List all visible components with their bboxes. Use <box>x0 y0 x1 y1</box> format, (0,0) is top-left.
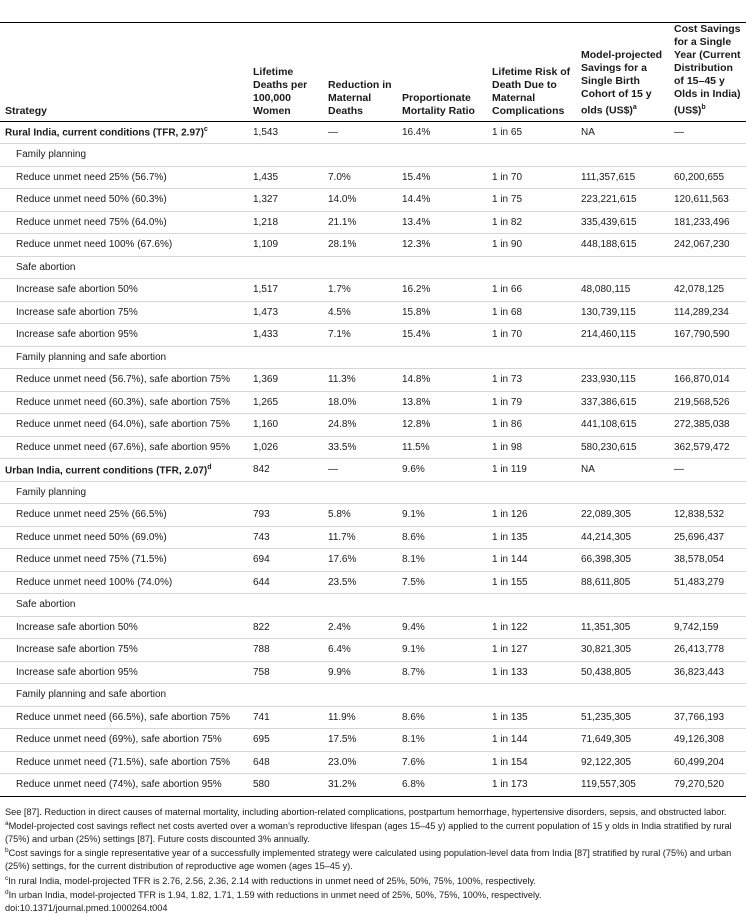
table-row <box>0 211 746 234</box>
value-cell: 79,270,520 <box>669 774 746 797</box>
value-cell: 1,026 <box>248 436 323 459</box>
value-cell: 842 <box>248 459 323 482</box>
value-cell: 9.1% <box>397 504 487 527</box>
table-subheader-row <box>0 346 746 369</box>
strategy-cell: Reduce unmet need (67.6%), safe abortion 95% <box>0 436 248 459</box>
strategy-cell: Reduce unmet need 25% (66.5%) <box>0 504 248 527</box>
value-cell: — <box>669 121 746 144</box>
value-cell: 448,188,615 <box>576 234 669 257</box>
value-cell: 13.4% <box>397 211 487 234</box>
value-cell: 88,611,805 <box>576 571 669 594</box>
value-cell: 1 in 127 <box>487 639 576 662</box>
value-cell: NA <box>576 121 669 144</box>
value-cell: 1 in 144 <box>487 729 576 752</box>
value-cell: 166,870,014 <box>669 369 746 392</box>
value-cell: 181,233,496 <box>669 211 746 234</box>
value-cell: 60,499,204 <box>669 751 746 774</box>
table-row <box>0 279 746 302</box>
value-cell: 14.4% <box>397 189 487 212</box>
footnote-marker: b <box>5 847 9 855</box>
value-cell: 743 <box>248 526 323 549</box>
value-cell: 15.4% <box>397 324 487 347</box>
header-lifetime-deaths: Lifetime Deaths per 100,000 Women <box>248 23 323 121</box>
value-cell: 120,611,563 <box>669 189 746 212</box>
value-cell: 167,790,590 <box>669 324 746 347</box>
value-cell: 1,517 <box>248 279 323 302</box>
strategy-cell: Reduce unmet need 100% (74.0%) <box>0 571 248 594</box>
value-cell: 1 in 79 <box>487 391 576 414</box>
footnote: $^c$In rural India, model-projected TFR is 2.76, 2.56, 2.36, 2.14 with reductions in unmet need of 25%, 50%, 75%, 100%, respectively. <box>5 874 536 886</box>
value-cell: 1,160 <box>248 414 323 437</box>
value-cell: 695 <box>248 729 323 752</box>
value-cell: 441,108,615 <box>576 414 669 437</box>
value-cell: 7.5% <box>397 571 487 594</box>
strategy-cell: Reduce unmet need (74%), safe abortion 95% <box>0 774 248 797</box>
subgroup-label: Family planning <box>0 144 746 167</box>
value-cell: 648 <box>248 751 323 774</box>
value-cell: 71,649,305 <box>576 729 669 752</box>
value-cell: 92,122,305 <box>576 751 669 774</box>
value-cell: 337,386,615 <box>576 391 669 414</box>
value-cell: 119,557,305 <box>576 774 669 797</box>
strategy-cell: Increase safe abortion 50% <box>0 279 248 302</box>
strategy-cell: Increase safe abortion 95% <box>0 661 248 684</box>
value-cell: 1.7% <box>323 279 397 302</box>
value-cell: 1,218 <box>248 211 323 234</box>
value-cell: 1 in 119 <box>487 459 576 482</box>
value-cell: 28.1% <box>323 234 397 257</box>
strategy-cell: Reduce unmet need (71.5%), safe abortion 75% <box>0 751 248 774</box>
table-row <box>0 391 746 414</box>
section-label: Rural India, current conditions (TFR, 2.97)$^c$ <box>0 121 248 144</box>
value-cell: 9.6% <box>397 459 487 482</box>
value-cell: 214,460,115 <box>576 324 669 347</box>
value-cell: 1 in 144 <box>487 549 576 572</box>
top-rule <box>0 0 746 23</box>
value-cell: 21.1% <box>323 211 397 234</box>
value-cell: 788 <box>248 639 323 662</box>
header-reduction-deaths: Reduction in Maternal Deaths <box>323 23 397 121</box>
value-cell: 1 in 155 <box>487 571 576 594</box>
table-section-row <box>0 121 746 144</box>
value-cell: 9.4% <box>397 616 487 639</box>
strategy-cell: Increase safe abortion 75% <box>0 639 248 662</box>
table-row <box>0 661 746 684</box>
value-cell: 1 in 154 <box>487 751 576 774</box>
table-row <box>0 571 746 594</box>
value-cell: 8.1% <box>397 729 487 752</box>
footnote-marker: d <box>207 463 212 471</box>
value-cell: 12.8% <box>397 414 487 437</box>
table-footnotes <box>0 797 746 915</box>
value-cell: 17.5% <box>323 729 397 752</box>
value-cell: 11.5% <box>397 436 487 459</box>
header-proportionate-mortality: Proportionate Mortality Ratio <box>397 23 487 121</box>
value-cell: 11.7% <box>323 526 397 549</box>
value-cell: 130,739,115 <box>576 301 669 324</box>
footnote-marker: c <box>5 874 9 882</box>
table-row <box>0 324 746 347</box>
value-cell: 16.2% <box>397 279 487 302</box>
table-row <box>0 414 746 437</box>
maternal-mortality-table <box>0 23 746 797</box>
value-cell: 11.9% <box>323 706 397 729</box>
footnote: See [87]. Reduction in direct causes of maternal mortality, including abortion-related complications, postpartum hemorrhage, hypertensive disorders, sepsis, and obstructed labor. <box>5 806 727 817</box>
value-cell: 1 in 70 <box>487 324 576 347</box>
value-cell: 1 in 82 <box>487 211 576 234</box>
value-cell: 242,067,230 <box>669 234 746 257</box>
value-cell: 272,385,038 <box>669 414 746 437</box>
value-cell: 14.0% <box>323 189 397 212</box>
value-cell: 1 in 135 <box>487 706 576 729</box>
value-cell: 23.5% <box>323 571 397 594</box>
value-cell: 36,823,443 <box>669 661 746 684</box>
value-cell: 42,078,125 <box>669 279 746 302</box>
value-cell: 9,742,159 <box>669 616 746 639</box>
value-cell: 223,221,615 <box>576 189 669 212</box>
table-section-row <box>0 459 746 482</box>
value-cell: 33.5% <box>323 436 397 459</box>
value-cell: 11.3% <box>323 369 397 392</box>
value-cell: 4.5% <box>323 301 397 324</box>
value-cell: 18.0% <box>323 391 397 414</box>
strategy-cell: Reduce unmet need 100% (67.6%) <box>0 234 248 257</box>
value-cell: — <box>323 459 397 482</box>
value-cell: 1,433 <box>248 324 323 347</box>
value-cell: 1,327 <box>248 189 323 212</box>
value-cell: 1 in 65 <box>487 121 576 144</box>
strategy-cell: Reduce unmet need 50% (69.0%) <box>0 526 248 549</box>
value-cell: NA <box>576 459 669 482</box>
footnote: doi:10.1371/journal.pmed.1000264.t004 <box>5 902 168 913</box>
footnote-marker: d <box>5 889 9 897</box>
value-cell: 26,413,778 <box>669 639 746 662</box>
value-cell: 22,089,305 <box>576 504 669 527</box>
strategy-cell: Reduce unmet need (60.3%), safe abortion 75% <box>0 391 248 414</box>
value-cell: 233,930,115 <box>576 369 669 392</box>
value-cell: 15.4% <box>397 166 487 189</box>
value-cell: 1,435 <box>248 166 323 189</box>
value-cell: 66,398,305 <box>576 549 669 572</box>
value-cell: 1,473 <box>248 301 323 324</box>
table-row <box>0 639 746 662</box>
value-cell: 1 in 75 <box>487 189 576 212</box>
table-subheader-row <box>0 684 746 707</box>
table-row <box>0 526 746 549</box>
value-cell: 12,838,532 <box>669 504 746 527</box>
strategy-cell: Reduce unmet need 75% (64.0%) <box>0 211 248 234</box>
footnote: $^d$In urban India, model-projected TFR is 1.94, 1.82, 1.71, 1.59 with reductions in unmet need of 25%, 50%, 75%, 100%, respectively. <box>5 889 542 901</box>
value-cell: 1 in 126 <box>487 504 576 527</box>
strategy-cell: Reduce unmet need (56.7%), safe abortion 75% <box>0 369 248 392</box>
strategy-cell: Reduce unmet need (64.0%), safe abortion 75% <box>0 414 248 437</box>
value-cell: 1,369 <box>248 369 323 392</box>
value-cell: 1 in 90 <box>487 234 576 257</box>
table-row <box>0 369 746 392</box>
value-cell: 49,126,308 <box>669 729 746 752</box>
footnote-marker: c <box>203 126 208 134</box>
strategy-cell: Increase safe abortion 95% <box>0 324 248 347</box>
value-cell: 1 in 66 <box>487 279 576 302</box>
table-row <box>0 234 746 257</box>
strategy-cell: Reduce unmet need 50% (60.3%) <box>0 189 248 212</box>
strategy-cell: Reduce unmet need 25% (56.7%) <box>0 166 248 189</box>
table-subheader-row <box>0 256 746 279</box>
value-cell: 7.1% <box>323 324 397 347</box>
subgroup-label: Family planning <box>0 481 746 504</box>
value-cell: 31.2% <box>323 774 397 797</box>
value-cell: 362,579,472 <box>669 436 746 459</box>
strategy-cell: Increase safe abortion 75% <box>0 301 248 324</box>
value-cell: 335,439,615 <box>576 211 669 234</box>
table-row <box>0 504 746 527</box>
value-cell: 1 in 68 <box>487 301 576 324</box>
table-row <box>0 189 746 212</box>
value-cell: 8.7% <box>397 661 487 684</box>
value-cell: 1 in 122 <box>487 616 576 639</box>
value-cell: 8.6% <box>397 706 487 729</box>
subgroup-label: Safe abortion <box>0 594 746 617</box>
value-cell: 1 in 70 <box>487 166 576 189</box>
header-single-year-savings: Cost Savings for a Single Year (Current Distribution of 15–45 y Olds in India) (US$)$^b$ <box>669 23 746 121</box>
strategy-cell: Reduce unmet need 75% (71.5%) <box>0 549 248 572</box>
value-cell: 1 in 173 <box>487 774 576 797</box>
value-cell: 16.4% <box>397 121 487 144</box>
header-cohort-savings: Model-projected Savings for a Single Birth Cohort of 15 y olds (US$)$^a$ <box>576 23 669 121</box>
table-row <box>0 549 746 572</box>
value-cell: — <box>323 121 397 144</box>
table-row <box>0 729 746 752</box>
value-cell: 9.9% <box>323 661 397 684</box>
value-cell: 7.6% <box>397 751 487 774</box>
table-subheader-row <box>0 144 746 167</box>
value-cell: 51,483,279 <box>669 571 746 594</box>
value-cell: 114,289,234 <box>669 301 746 324</box>
value-cell: 13.8% <box>397 391 487 414</box>
value-cell: 219,568,526 <box>669 391 746 414</box>
value-cell: 644 <box>248 571 323 594</box>
value-cell: 1 in 73 <box>487 369 576 392</box>
value-cell: 11,351,305 <box>576 616 669 639</box>
strategy-cell: Reduce unmet need (66.5%), safe abortion 75% <box>0 706 248 729</box>
table-subheader-row <box>0 594 746 617</box>
table-row <box>0 706 746 729</box>
value-cell: 822 <box>248 616 323 639</box>
value-cell: 694 <box>248 549 323 572</box>
table-row <box>0 616 746 639</box>
value-cell: 111,357,615 <box>576 166 669 189</box>
footnote-marker-b: b <box>701 104 706 111</box>
table-row <box>0 301 746 324</box>
value-cell: 9.1% <box>397 639 487 662</box>
value-cell: 14.8% <box>397 369 487 392</box>
subgroup-label: Safe abortion <box>0 256 746 279</box>
value-cell: 1,265 <box>248 391 323 414</box>
value-cell: 5.8% <box>323 504 397 527</box>
value-cell: 1,109 <box>248 234 323 257</box>
value-cell: 6.8% <box>397 774 487 797</box>
value-cell: 580 <box>248 774 323 797</box>
section-label: Urban India, current conditions (TFR, 2.07)$^d$ <box>0 459 248 482</box>
value-cell: 60,200,655 <box>669 166 746 189</box>
value-cell: 30,821,305 <box>576 639 669 662</box>
value-cell: 8.6% <box>397 526 487 549</box>
table-subheader-row <box>0 481 746 504</box>
value-cell: — <box>669 459 746 482</box>
value-cell: 7.0% <box>323 166 397 189</box>
table-row <box>0 166 746 189</box>
footnote: $^a$Model-projected cost savings reflect net costs averted over a woman’s reproductive lifespan (ages 15–45 y) applied to the current population of 15 y olds in India stratified by rural (75%) and urban (25%) settings [87]. Future costs discounted 3% annually. <box>5 820 732 844</box>
value-cell: 6.4% <box>323 639 397 662</box>
value-cell: 23.0% <box>323 751 397 774</box>
footnote: $^b$Cost savings for a single representative year of a successfully implemented strategy were calculated using population-level data from India [87] stratified by rural (75%) and urban (25%) settings, for the current distribution of reproductive age women (ages 15–45 y). <box>5 847 732 871</box>
value-cell: 1 in 135 <box>487 526 576 549</box>
value-cell: 741 <box>248 706 323 729</box>
value-cell: 17.6% <box>323 549 397 572</box>
table-row <box>0 436 746 459</box>
footnote-marker: a <box>5 820 9 828</box>
value-cell: 25,696,437 <box>669 526 746 549</box>
value-cell: 50,438,805 <box>576 661 669 684</box>
value-cell: 1,543 <box>248 121 323 144</box>
table-row <box>0 774 746 797</box>
value-cell: 51,235,305 <box>576 706 669 729</box>
strategy-cell: Increase safe abortion 50% <box>0 616 248 639</box>
table-row <box>0 751 746 774</box>
subgroup-label: Family planning and safe abortion <box>0 346 746 369</box>
value-cell: 44,214,305 <box>576 526 669 549</box>
value-cell: 48,080,115 <box>576 279 669 302</box>
subgroup-label: Family planning and safe abortion <box>0 684 746 707</box>
header-strategy: Strategy <box>0 23 248 121</box>
value-cell: 38,578,054 <box>669 549 746 572</box>
value-cell: 1 in 133 <box>487 661 576 684</box>
value-cell: 1 in 98 <box>487 436 576 459</box>
table-header-row <box>0 23 746 121</box>
footnote-marker-a: a <box>632 104 637 111</box>
value-cell: 758 <box>248 661 323 684</box>
value-cell: 580,230,615 <box>576 436 669 459</box>
value-cell: 1 in 86 <box>487 414 576 437</box>
value-cell: 15.8% <box>397 301 487 324</box>
value-cell: 37,766,193 <box>669 706 746 729</box>
table-body <box>0 121 746 796</box>
header-lifetime-risk: Lifetime Risk of Death Due to Maternal Complications <box>487 23 576 121</box>
value-cell: 2.4% <box>323 616 397 639</box>
strategy-cell: Reduce unmet need (69%), safe abortion 75% <box>0 729 248 752</box>
value-cell: 8.1% <box>397 549 487 572</box>
value-cell: 793 <box>248 504 323 527</box>
value-cell: 12.3% <box>397 234 487 257</box>
value-cell: 24.8% <box>323 414 397 437</box>
